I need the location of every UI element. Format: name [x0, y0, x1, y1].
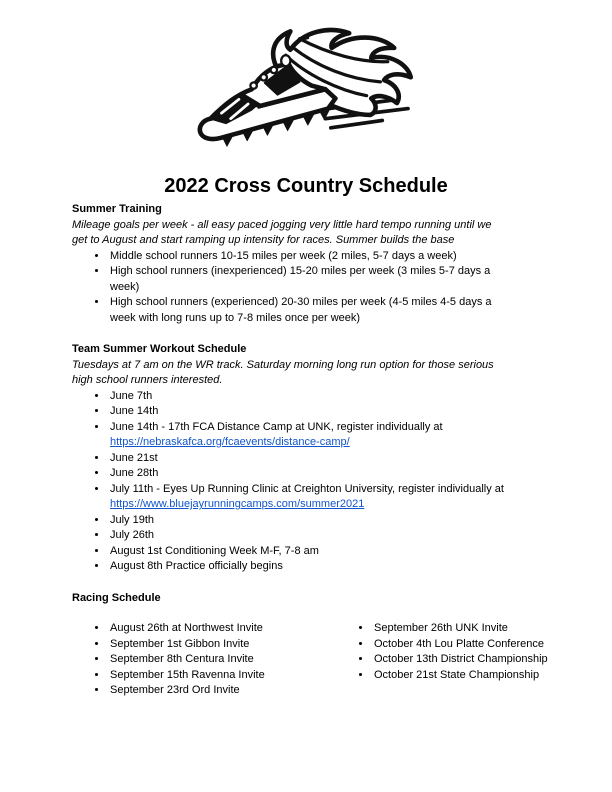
summer-training-intro — [72, 218, 540, 249]
list-item — [108, 249, 514, 265]
racing-list-right — [336, 621, 548, 699]
race-item: • September 8th Centura Invite — [108, 652, 336, 668]
list-item-text: July 26th — [110, 529, 155, 541]
intro-line: Tuesdays at 7 am on the WR track. Saturday morning long run option for those serious — [72, 358, 494, 371]
list-item — [108, 404, 540, 420]
winged-running-shoe-logo — [184, 24, 428, 160]
page-title: 2022 Cross Country Schedule — [164, 175, 448, 197]
list-item — [108, 528, 540, 544]
summer-training-list — [72, 249, 514, 327]
list-item-text: Middle school runners 10-15 miles per week (2 miles, 5-7 days a week) — [110, 249, 457, 262]
list-item-text: High school runners (inexperienced) 15-20 miles per week (3 miles 5-7 days a week) — [110, 265, 491, 293]
list-item — [108, 513, 540, 529]
team-workout-list — [72, 389, 540, 575]
race-item: • October 13th District Championship — [372, 652, 548, 668]
list-item — [108, 389, 540, 405]
racing-columns — [72, 621, 548, 699]
race-item: • October 4th Lou Platte Conference — [372, 637, 548, 653]
race-item: • September 1st Gibbon Invite — [108, 637, 336, 653]
section-racing-schedule — [72, 591, 548, 699]
intro-line: get to August and start ramping up intensity for races. Summer builds the base — [72, 234, 455, 246]
list-item — [108, 420, 540, 451]
race-item: • September 26th UNK Invite — [372, 621, 548, 637]
list-item-link[interactable]: https://www.bluejayrunningcamps.com/summer2021 — [110, 498, 365, 510]
list-item — [108, 295, 514, 326]
summer-training-heading: Summer Training — [72, 203, 162, 215]
list-item — [108, 482, 540, 513]
racing-schedule-heading: Racing Schedule — [72, 591, 161, 604]
race-item: • September 23rd Ord Invite — [108, 683, 336, 699]
list-item-link[interactable]: https://nebraskafca.org/fcaevents/distance-camp/ — [110, 436, 350, 448]
list-item-text: High school runners (experienced) 20-30 miles per week (4-5 miles 4-5 days a week with long runs up to 7-8 miles once per week) — [110, 296, 492, 324]
race-item: • September 15th Ravenna Invite — [108, 668, 336, 684]
list-item-text: June 7th — [110, 389, 153, 402]
team-workout-heading: Team Summer Workout Schedule — [72, 343, 247, 355]
list-item — [108, 466, 540, 482]
racing-list-left — [72, 621, 336, 699]
list-item-text: June 21st — [110, 451, 158, 464]
list-item — [108, 451, 540, 467]
section-team-workout — [72, 342, 540, 575]
intro-line: Mileage goals per week - all easy paced jogging very little hard tempo running until we — [72, 218, 492, 231]
list-item-text: August 1st Conditioning Week M-F, 7-8 am — [110, 544, 319, 557]
list-item-text: June 28th — [110, 467, 159, 479]
race-item: • August 26th at Northwest Invite — [108, 621, 336, 637]
section-summer-training — [72, 202, 540, 326]
list-item — [108, 264, 514, 295]
list-item-text: July 19th — [110, 513, 155, 526]
list-item-text: July 11th - Eyes Up Running Clinic at Creighton University, register individually at — [110, 482, 504, 495]
list-item — [108, 559, 540, 575]
list-item — [108, 544, 540, 560]
team-workout-intro — [72, 358, 540, 389]
document-content — [0, 174, 612, 699]
intro-line: high school runners interested. — [72, 374, 223, 386]
list-item-text: June 14th - 17th FCA Distance Camp at UNK, register individually at — [110, 420, 443, 433]
list-item-text: June 14th — [110, 405, 159, 417]
race-item: • October 21st State Championship — [372, 668, 548, 684]
list-item-text: August 8th Practice officially begins — [110, 560, 283, 572]
